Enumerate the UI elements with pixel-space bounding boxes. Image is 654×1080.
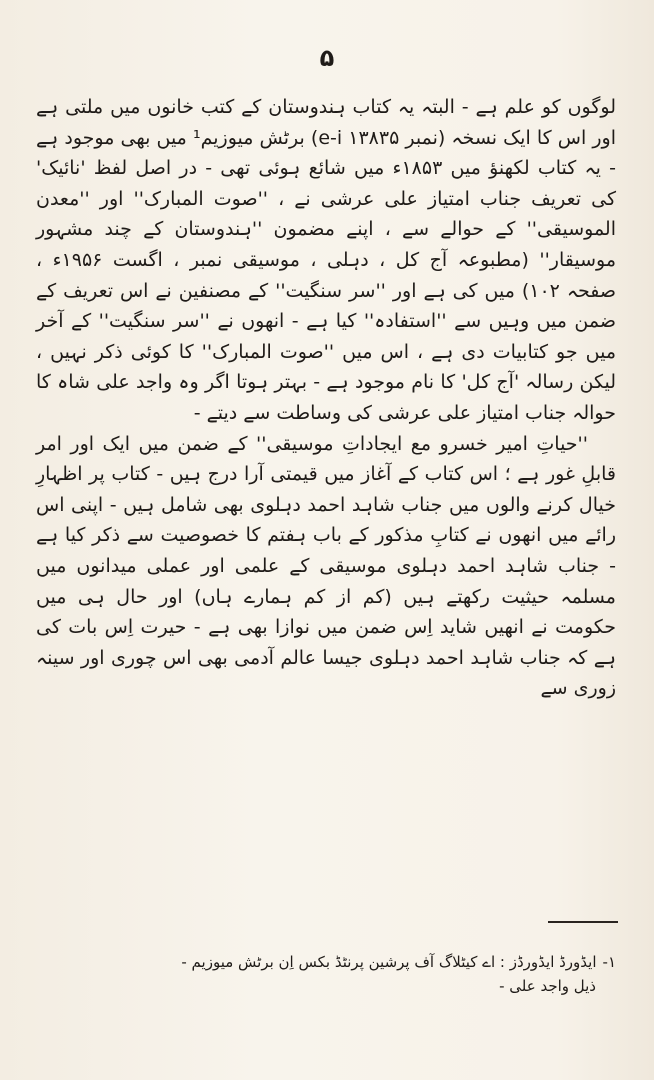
- footnote-number: ۱-: [602, 953, 616, 971]
- footnote-line-2: ذیل واجد علی -: [499, 977, 596, 995]
- paragraph-1: لوگوں کو علم ہے - البتہ یہ کتاب ہندوستان کے کتب خانوں میں ملتی ہے اور اس کا ایک نسخہ (نمبر e-i ۱۳۸۳۵) برٹش میوزیم¹ میں بھی موجود ہے - یہ کتاب لکھنؤ میں ۱۸۵۳ء میں شائع ہوئی تھی - در اصل لفظ 'نائیک' کی تعریف جناب امتیاز علی عرشی نے ، ''صوت المبارک'' اور ''معدن الموسیقی'' کے حوالے سے ، اپنے مضمون ''ہندوستان کے چند مشہور موسیقار'' (مطبوعہ آج کل ، دہلی ، موسیقی نمبر ، اگست ۱۹۵۶ء ، صفحہ ۱۰۲) میں کی ہے اور ''سر سنگیت'' کے مصنفین نے اس تعریف کے ضمن میں وہیں سے ''استفادہ'' کیا ہے - انھوں نے ''سر سنگیت'' کے آخر میں جو کتابیات دی ہے ، اس میں ''صوت المبارک'' کا کوئی ذکر نہیں ، لیکن رسالہ 'آج کل' کا نام موجود ہے - بہتر ہوتا اگر وہ واجد علی شاہ کا حوالہ جناب امتیاز علی عرشی کی وساطت سے دیتے -: [36, 96, 617, 424]
- footnote-line-1: [36, 950, 616, 974]
- footnote-text-1: ایڈورڈ ایڈورڈز : اے کیٹلاگ آف پرشین پرنٹڈ بکس اِن برٹش میوزیم -: [181, 953, 597, 971]
- footnote-divider: [548, 921, 618, 923]
- page-number: ۵: [319, 44, 335, 72]
- footnote: [36, 950, 616, 998]
- body-text: [36, 92, 616, 704]
- paragraph-2: ''حیاتِ امیر خسرو مع ایجاداتِ موسیقی'' کے ضمن میں ایک اور امر قابلِ غور ہے ؛ اس کتاب کے آغاز میں قیمتی آرا درج ہیں - کتاب پر اظہارِ خیال کرنے والوں میں جناب شاہد احمد دہلوی بھی شامل ہیں - اپنی اس رائے میں انھوں نے کتابِ مذکور کے باب ہفتم کا خصوصیت سے ذکر کیا ہے - جناب شاہد احمد دہلوی موسیقی کے علمی اور عملی میدانوں میں مسلمہ حیثیت رکھتے ہیں (کم از کم ہمارے ہاں) اور حال ہی میں حکومت نے انھیں شاید اِس ضمن میں نوازا بھی ہے - حیرت اِس بات کی ہے کہ جناب شاہد احمد دہلوی جیسا عالم آدمی بھی اس چوری اور سینہ زوری سے: [36, 432, 616, 700]
